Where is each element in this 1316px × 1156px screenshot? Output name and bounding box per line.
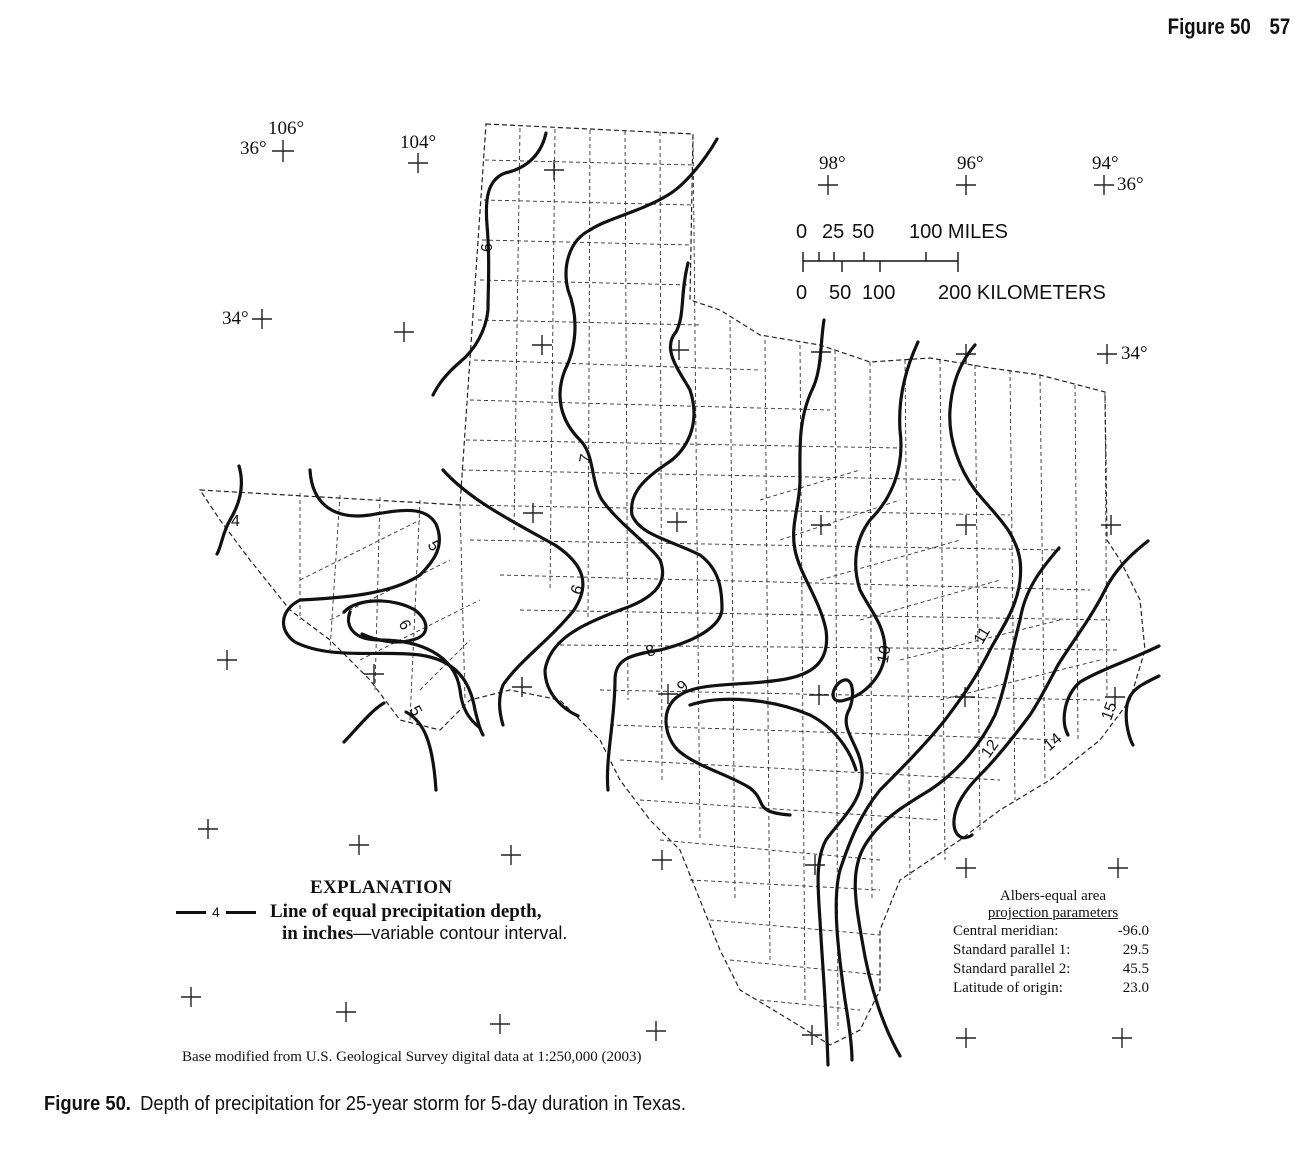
projection-row	[953, 979, 1153, 998]
contour-label-9: 9	[674, 677, 692, 697]
scale-km-50: 50	[829, 282, 852, 304]
scale-bar	[796, 221, 1106, 304]
graticule-label-34-west: 34°	[222, 308, 249, 329]
contour-line-10	[818, 342, 918, 1065]
contour-label-5-north: 5	[423, 537, 443, 555]
projection-param-label: Standard parallel 2:	[953, 961, 1071, 977]
scale-miles-100: 100 MILES	[909, 221, 1008, 243]
explanation-legend	[176, 877, 567, 945]
contour-label-6-loop: 6	[394, 616, 414, 634]
explanation-line1: Line of equal precipitation depth,	[270, 901, 542, 922]
contour-label-11: 11	[970, 624, 994, 648]
scale-miles-0: 0	[796, 221, 808, 243]
scale-km-0: 0	[796, 282, 808, 304]
projection-title: Albers-equal area	[999, 888, 1107, 904]
scale-miles-50: 50	[852, 221, 875, 243]
contour-line-15	[1064, 646, 1159, 745]
contour-label-15: 15	[1098, 700, 1121, 723]
contour-label-4: 4	[231, 513, 240, 530]
caption-text: Depth of precipitation for 25-year storm for 5-day duration in Texas.	[140, 1093, 686, 1115]
contour-label-6-north: 6	[479, 243, 496, 252]
figure-label: Figure 50	[1167, 14, 1251, 39]
page-number: 57	[1269, 14, 1290, 39]
contour-label-6-central: 6	[568, 582, 588, 597]
explanation-interval-note: —variable contour interval.	[353, 923, 568, 943]
projection-row	[953, 960, 1153, 979]
contour-line-6-north	[433, 133, 546, 395]
projection-row	[953, 941, 1153, 960]
graticule-label-34-east: 34°	[1121, 343, 1148, 364]
contour-label-12: 12	[978, 736, 1003, 762]
scale-km-200: 200 KILOMETERS	[938, 282, 1106, 304]
explanation-units: in inches	[282, 923, 354, 944]
scale-miles-25: 25	[822, 221, 845, 243]
contour-swatch-value: 4	[212, 904, 220, 920]
figure-caption	[44, 1093, 686, 1116]
graticule-label-106: 106°	[268, 118, 305, 139]
graticule-label-36-west: 36°	[240, 138, 267, 159]
projection-param-label: Latitude of origin:	[953, 980, 1063, 996]
contour-label-7: 7	[576, 452, 596, 465]
projection-row	[953, 922, 1153, 941]
graticule-label-98: 98°	[819, 153, 846, 174]
projection-param-value: 45.5	[1122, 961, 1149, 977]
graticule-label-104: 104°	[400, 132, 437, 153]
projection-param-value: -96.0	[1117, 923, 1149, 939]
scale-km-100: 100	[862, 282, 896, 304]
projection-param-value: 23.0	[1122, 980, 1149, 996]
contour-line-5-south	[344, 703, 436, 790]
graticule-label-94: 94°	[1092, 153, 1119, 174]
contour-line-4	[217, 466, 241, 554]
contour-label-14: 14	[1040, 730, 1066, 755]
explanation-row	[176, 901, 567, 923]
base-source-note: Base modified from U.S. Geological Survey digital data at 1:250,000 (2003)	[182, 1049, 642, 1065]
contour-label-5-south: 5	[405, 702, 425, 720]
contour-label-10: 10	[874, 644, 895, 665]
contour-label-8: 8	[643, 641, 658, 661]
contour-line-9-loop	[690, 699, 856, 770]
explanation-title: EXPLANATION	[310, 877, 453, 898]
projection-subtitle: projection parameters	[987, 905, 1119, 921]
projection-parameters	[953, 888, 1153, 998]
explanation-line2	[282, 923, 567, 945]
projection-param-label: Central meridian:	[953, 923, 1059, 939]
projection-param-value: 29.5	[1122, 942, 1149, 958]
graticule-label-36-east: 36°	[1117, 174, 1144, 195]
contour-swatch	[176, 904, 264, 920]
graticule-label-96: 96°	[957, 153, 984, 174]
projection-param-label: Standard parallel 1:	[953, 942, 1071, 958]
caption-label: Figure 50.	[44, 1093, 131, 1115]
